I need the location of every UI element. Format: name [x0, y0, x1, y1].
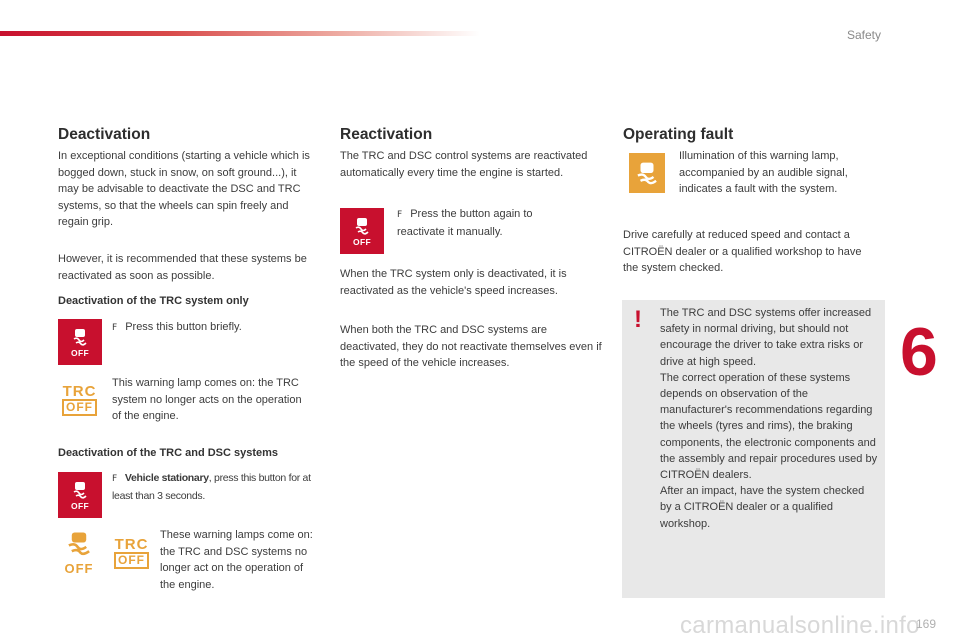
- trc-lamp-label: TRC: [114, 536, 149, 553]
- trc-lamp-off-label: OFF: [114, 552, 149, 569]
- fault-title: Operating fault: [623, 126, 734, 143]
- skid-car-icon: [70, 480, 90, 500]
- button-off-label: OFF: [71, 347, 89, 358]
- trc-only-heading: Deactivation of the TRC system only: [58, 295, 249, 307]
- trc-dsc-heading: Deactivation of the TRC and DSC systems: [58, 447, 279, 459]
- skid-car-icon: [70, 327, 90, 347]
- reactivation-trc-only: When the TRC system only is deactivated, it is reactivated as the vehicle's speed increases.: [340, 268, 567, 297]
- skid-car-icon: [64, 531, 94, 557]
- trc-dsc-off-button[interactable]: [58, 472, 102, 518]
- bullet-marker: F: [112, 323, 118, 333]
- bullet-marker: F: [397, 210, 403, 220]
- button-off-label: OFF: [71, 500, 89, 511]
- deactivation-title: Deactivation: [58, 126, 151, 143]
- watermark: carmanualsonline.info: [680, 612, 920, 639]
- vehicle-stationary-label: Vehicle stationary: [124, 472, 209, 484]
- trc-lamp-off-label: OFF: [62, 399, 97, 416]
- skid-car-icon: [634, 159, 660, 187]
- fault-advice: Drive carefully at reduced speed and contact a CITROËN dealer or a qualified workshop to have the system checked.: [623, 229, 862, 274]
- reactivation-step-text: Press the button again to reactivate it manually.: [397, 208, 533, 238]
- skid-car-icon: [352, 216, 372, 236]
- fault-lamp-text: Illumination of this warning lamp, accompanied by an audible signal, indicates a fault with the system.: [679, 150, 848, 195]
- chapter-number: 6: [900, 314, 938, 390]
- exclamation-icon: !: [634, 306, 642, 333]
- warning-note-text: The TRC and DSC systems offer increased safety in normal driving, but should not encourage the driver to take extra risks or drive at high speed. The correct operation of these systems depends on observation of the manufacturer's recommendations regarding the wheels (tyres and rims), the braking components, the electronic components and the assembly and repair procedures used by CITROËN dealers. After an impact, have the system checked by a CITROËN dealer or a qualified workshop.: [660, 307, 878, 530]
- header-gradient-bar: [0, 31, 480, 36]
- bullet-marker: F: [112, 474, 117, 484]
- trc-off-lamp-icon: [62, 384, 97, 416]
- trc-dsc-step: [112, 470, 317, 504]
- trc-lamp-text: This warning lamp comes on: the TRC system no longer acts on the operation of the engine.: [112, 377, 302, 422]
- trc-off-button[interactable]: [58, 319, 102, 365]
- button-off-label: OFF: [353, 236, 371, 247]
- dsc-lamp-off-label: OFF: [64, 561, 94, 576]
- dsc-fault-lamp-icon: [629, 153, 665, 193]
- deactivation-intro: In exceptional conditions (starting a vehicle which is bogged down, stuck in snow, on soft ground...), it may be advisable to deactivate the DSC and TRC systems, so that the wheels can spin freely and regain grip.: [58, 150, 310, 228]
- reactivation-both: When both the TRC and DSC systems are deactivated, they do not reactivate themselves even if the speed of the vehicle increases.: [340, 324, 602, 369]
- trc-lamp-label: TRC: [62, 383, 97, 400]
- section-label: Safety: [847, 28, 882, 42]
- trc-dsc-step-text: , press this button for at least than 3 seconds.: [112, 472, 311, 502]
- trc-only-step: [112, 319, 312, 337]
- trc-off-lamp-icon-2: [114, 537, 149, 569]
- page-number: 169: [916, 617, 937, 631]
- reactivate-button[interactable]: [340, 208, 384, 254]
- trc-dsc-lamps-text: These warning lamps come on: the TRC and DSC systems no longer act on the operation of the engine.: [160, 529, 313, 591]
- trc-only-step-text: Press this button briefly.: [125, 321, 242, 333]
- dsc-off-lamp-icon: [64, 531, 94, 575]
- deactivation-however: However, it is recommended that these systems be reactivated as soon as possible.: [58, 253, 307, 282]
- reactivation-title: Reactivation: [340, 126, 433, 143]
- reactivation-intro: The TRC and DSC control systems are reactivated automatically every time the engine is started.: [340, 150, 588, 179]
- reactivation-step: [397, 206, 567, 240]
